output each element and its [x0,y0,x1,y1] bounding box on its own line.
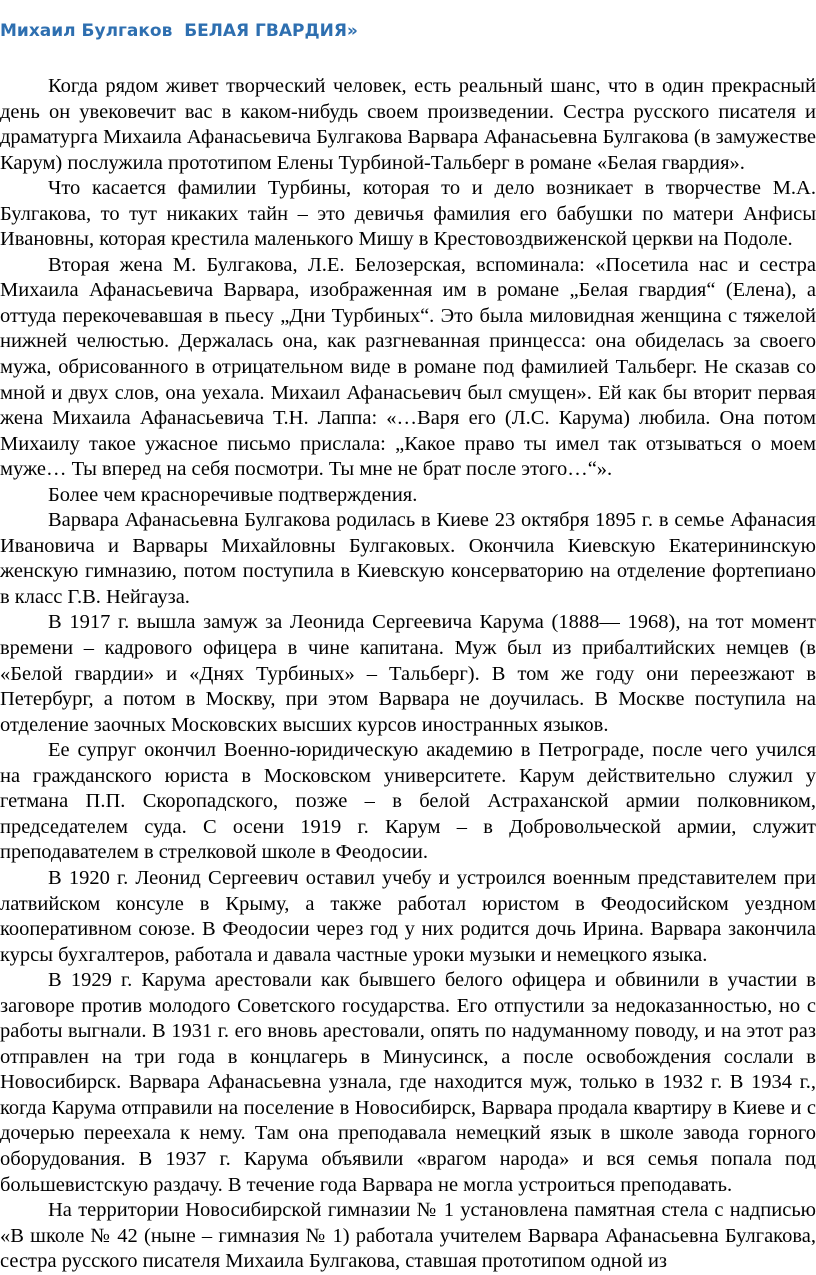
paragraph: Когда рядом живет творческий человек, есть реальный шанс, что в один прекрасный день он увековечит вас в каком-нибудь своем произведении. Сестра русского писателя и драматурга Михаила Афанасьевича Булгакова Варвара Афанасьевна Булгакова (в замужестве Карум) послужила прототипом Елены Турбиной-Тальберг в романе «Белая гвардия». [0,75,816,174]
paragraph: Варвара Афанасьевна Булгакова родилась в Киеве 23 октября 1895 г. в семье Афанасия Ивановича и Варвары Михайловны Булгаковых. Окончила Киевскую Екатерининскую женскую гимназию, потом поступила в Киевскую консерваторию на отделение фортепиано в класс Г.В. Нейгауза. [0,509,816,608]
paragraph: В 1920 г. Леонид Сергеевич оставил учебу и устроился военным представителем при латвийском консуле в Крыму, а также работал юристом в Феодосийском уездном кооперативном союзе. В Феодосии через год у них родится дочь Ирина. Варвара закончила курсы бухгалтеров, работала и давала частные уроки музыки и немецкого языка. [0,866,816,966]
paragraph: Что касается фамилии Турбины, которая то и дело возникает в творчестве М.А. Булгакова, то тут никаких тайн – это девичья фамилия его бабушки по матери Анфисы Ивановны, которая крестила маленького Мишу в Крестовоздвиженской церкви на Подоле. [0,177,816,251]
paragraph: В 1917 г. вышла замуж за Леонида Сергеевича Карума (1888— 1968), на тот момент времени – кадрового офицера в чине капитана. Муж был из прибалтийских немцев (в «Белой гвардии» и «Днях Турбиных» – Тальберг). В том же году они переезжают в Петербург, а потом в Москву, при этом Варвара не доучилась. В Москве поступила на отделение заочных Московских высших курсов иностранных языков. [0,611,816,736]
document-title: Михаил Булгаков БЕЛАЯ ГВАРДИЯ» [0,21,358,41]
paragraph: Более чем красноречивые подтверждения. [48,483,418,506]
paragraph: Вторая жена М. Булгакова, Л.Е. Белозерская, вспоминала: «Посетила нас и сестра Михаила Афанасьевича Варвара, изображенная им в романе „Белая гвардия“ (Елена), а оттуда перекочевавшая в пьесу „Дни Турбиных“. Это была миловидная женщина с тяжелой нижней челюстью. Держалась она, как разгневанная принцесса: она обиделась за своего мужа, обрисованного в отрицательном виде в романе под фамилией Тальберг. Не сказав со мной и двух слов, она уехала. Михаил Афанасьевич был смущен». Ей как бы вторит первая жена Михаила Афанасьевича Т.Н. Лаппа: «…Варя его (Л.С. Карума) любила. Она потом Михаилу такое ужасное письмо прислала: „Какое право ты имел так отзываться о моем муже… Ты вперед на себя посмотри. Ты мне не брат после этого…“». [0,253,816,481]
paragraph: На территории Новосибирской гимназии № 1 установлена памятная стела с надписью «В школе № 42 (ныне – гимназия № 1) работала учителем Варвара Афанасьевна Булгакова, сестра русского писателя Михаила Булгакова, ставшая прототипом одной из [0,1199,816,1273]
paragraph: Ее супруг окончил Военно-юридическую академию в Петрограде, после чего учился на гражданского юриста в Московском университете. Карум действительно служил у гетмана П.П. Скоропадского, позже – в белой Астраханской армии полковником, председателем суда. С осени 1919 г. Карум – в Добровольческой армии, служит преподавателем в стрелковой школе в Феодосии. [0,739,816,864]
document-body [0,74,816,1275]
paragraph: В 1929 г. Карума арестовали как бывшего белого офицера и обвинили в участии в заговоре против молодого Советского государства. Его отпустили за недоказанностью, но с работы выгнали. В 1931 г. его вновь арестовали, опять по надуманному поводу, и на этот раз отправлен на три года в концлагерь в Минусинск, а после освобождения сослали в Новосибирск. Варвара Афанасьевна узнала, где находится муж, только в 1932 г. В 1934 г., когда Карума отправили на поселение в Новосибирск, Варвара продала квартиру в Киеве и с дочерью переехала к нему. Там она преподавала немецкий язык в школе завода горного оборудования. В 1937 г. Карума объявили «врагом народа» и вся семья попала под большевистскую раздачу. В течение года Варвара не могла устроиться преподавать. [0,969,816,1196]
